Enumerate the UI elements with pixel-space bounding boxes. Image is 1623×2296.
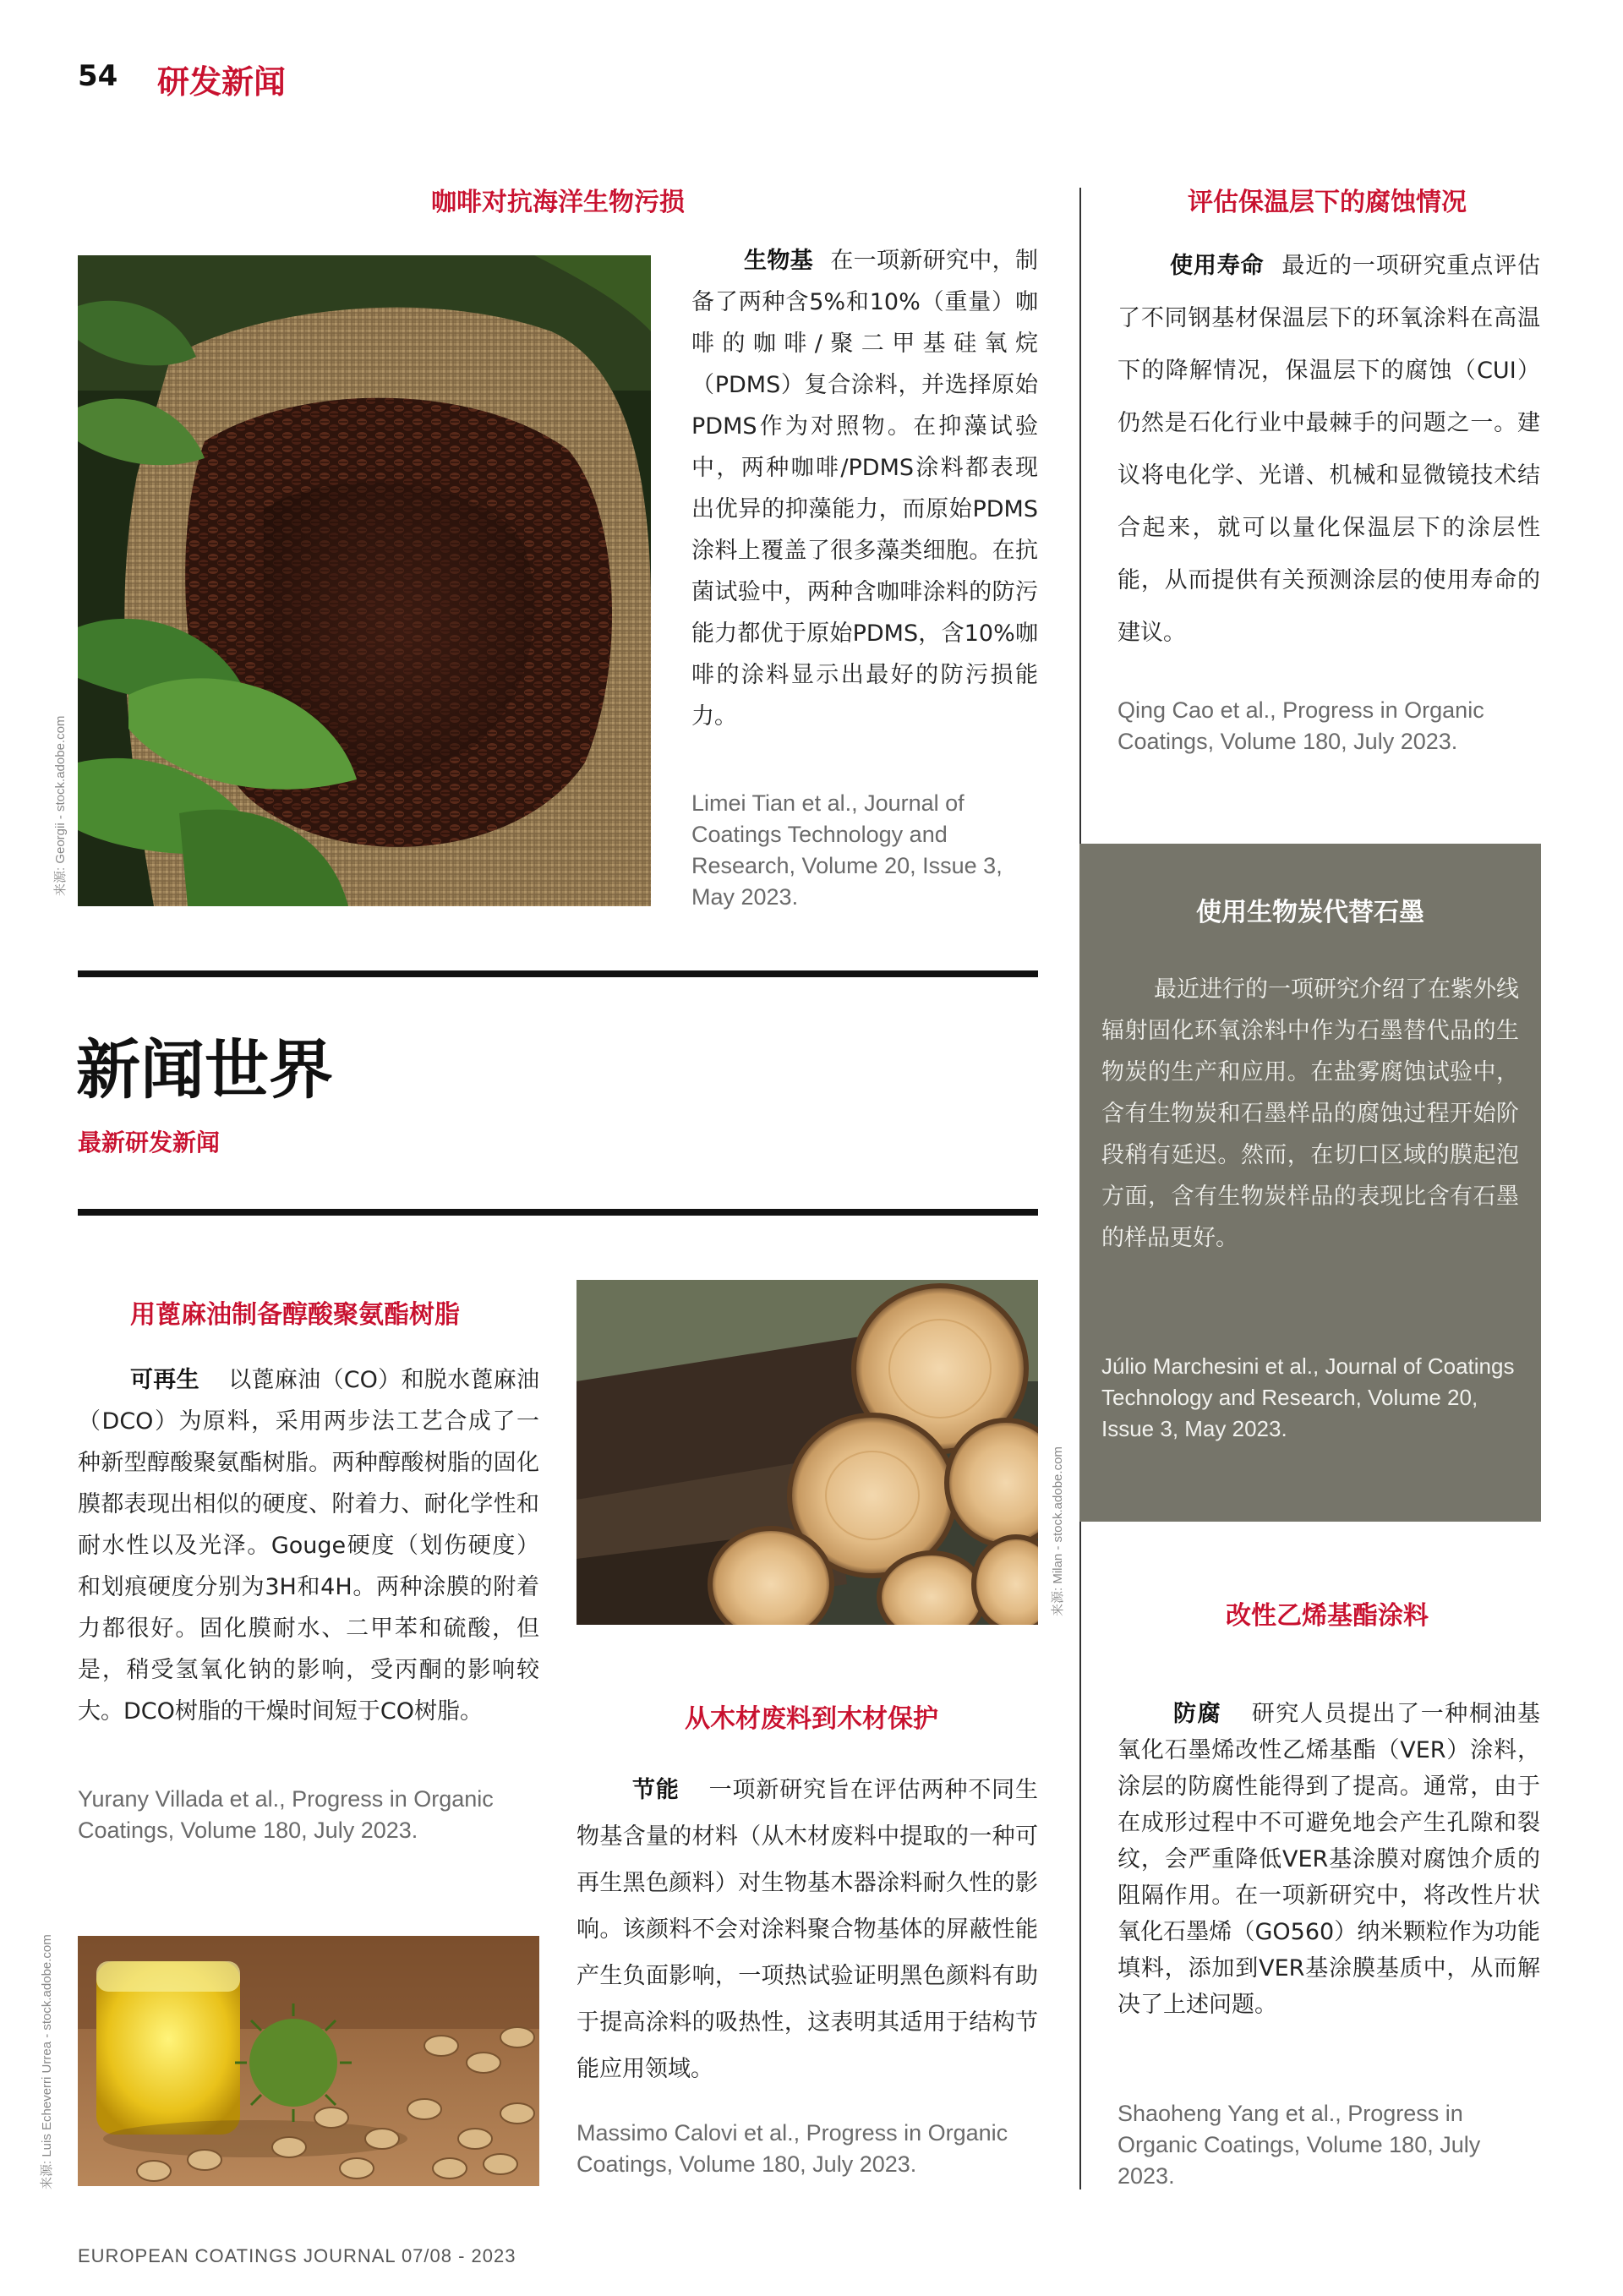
vinyl-article-title: 改性乙烯基酯涂料: [1226, 1601, 1429, 1631]
wood-body-text: 一项新研究旨在评估两种不同生物基含量的材料（从木材废料中提取的一种可再生黑色颜料）对生物基木器涂料耐久性的影响。该颜料不会对涂料聚合物基体的屏蔽性能产生负面影响，一项热试验证明黑色颜料有助于提高涂料的吸热性，这表明其适用于结构节能应用领域。: [577, 1777, 1038, 2082]
top-rule: [78, 970, 1038, 977]
wood-article-body: [577, 1767, 1038, 2092]
castor-article-title: 用蓖麻油制备醇酸聚氨酯树脂: [130, 1300, 460, 1330]
biochar-article-body: [1101, 969, 1519, 1259]
castor-oil-image: [78, 1936, 539, 2186]
wood-logs-photo: [577, 1280, 1038, 1625]
biochar-sidebar-box: [1079, 844, 1541, 1522]
journal-footer: EUROPEAN COATINGS JOURNAL 07/08 - 2023: [78, 2245, 516, 2266]
coffee-sack-photo: [78, 255, 651, 906]
cui-article-title: 评估保温层下的腐蚀情况: [1188, 188, 1467, 217]
page-number: 54: [78, 59, 118, 93]
castor-body-text: 以蓖麻油（CO）和脱水蓖麻油（DCO）为原料，采用两步法工艺合成了一种新型醇酸聚氨酯树脂。两种醇酸树脂的固化膜都表现出相似的硬度、附着力、耐化学性和耐水性以及光泽。Gouge硬度（划伤硬度）和划痕硬度分别为3H和4H。两种涂膜的附着力都很好。固化膜耐水、二甲苯和硫酸，但是，稍受氢氧化钠的影响，受丙酮的影响较大。DCO树脂的干燥时间短于CO树脂。: [78, 1367, 539, 1725]
wood-photo-credit: 来源: Milan - stock.adobe.com: [1051, 1446, 1065, 1616]
coffee-sack-image: [78, 255, 651, 906]
cui-article-body: [1118, 240, 1540, 659]
castor-oil-photo: [78, 1936, 539, 2186]
news-world-title: 新闻世界: [76, 1032, 333, 1107]
cui-body-text: 最近的一项研究重点评估了不同钢基材保温层下的环氧涂料在高温下的降解情况，保温层下的腐蚀（CUI）仍然是石化行业中最棘手的问题之一。建议将电化学、光谱、机械和显微镜技术结合起来，就可以量化保温层下的涂层性能，从而提供有关预测涂层的使用寿命的建议。: [1118, 253, 1541, 646]
cui-citation: Qing Cao et al., Progress in Organic Coatings, Volume 180, July 2023.: [1118, 697, 1484, 754]
coffee-photo-credit: 来源: Georgii - stock.adobe.com: [53, 715, 68, 896]
bottom-rule: [78, 1209, 1038, 1216]
castor-lead: 可再生: [130, 1367, 199, 1393]
castor-photo-credit: 来源: Luis Echeverri Urrea - stock.adobe.com: [40, 1934, 54, 2189]
coffee-lead: 生物基: [744, 248, 813, 274]
wood-logs-image: [577, 1280, 1038, 1625]
vinyl-citation: Shaoheng Yang et al., Progress in Organic Coatings, Volume 180, July 2023.: [1118, 2101, 1481, 2189]
coffee-body-text: 在一项新研究中，制备了两种含5%和10%（重量）咖啡的咖啡/聚二甲基硅氧烷（PDMS）复合涂料，并选择原始PDMS作为对照物。在抑藻试验中，两种咖啡/PDMS涂料都表现出优异的抑藻能力，而原始PDMS涂料上覆盖了很多藻类细胞。在抗菌试验中，两种含咖啡涂料的防污能力都优于原始PDMS，含10%咖啡的涂料显示出最好的防污损能力。: [691, 248, 1038, 730]
vinyl-article-body: [1118, 1696, 1540, 2023]
vinyl-body-text: 研究人员提出了一种桐油基氧化石墨烯改性乙烯基酯（VER）涂料，涂层的防腐性能得到了提高。通常，由于在成形过程中不可避免地会产生孔隙和裂纹，会严重降低VER基涂膜对腐蚀介质的阻隔作用。在一项新研究中，将改性片状氧化石墨烯（GO560）纳米颗粒作为功能填料，添加到VER基涂膜基质中，从而解决了上述问题。: [1118, 1701, 1541, 2018]
section-title: 研发新闻: [157, 63, 287, 101]
wood-citation: Massimo Calovi et al., Progress in Organic Coatings, Volume 180, July 2023.: [577, 2120, 1008, 2177]
news-world-subtitle: 最新研发新闻: [78, 1129, 221, 1156]
coffee-article-title: 咖啡对抗海洋生物污损: [431, 188, 685, 217]
wood-lead: 节能: [632, 1777, 680, 1803]
coffee-citation: Limei Tian et al., Journal of Coatings Technology and Research, Volume 20, Issue 3, May 2023.: [691, 790, 1003, 910]
wood-article-title: 从木材废料到木材保护: [685, 1704, 938, 1734]
biochar-citation: Júlio Marchesini et al., Journal of Coatings Technology and Research, Volume 20, Issue 3, May 2023.: [1101, 1353, 1515, 1441]
coffee-article-body: [691, 240, 1038, 737]
castor-citation: Yurany Villada et al., Progress in Organic Coatings, Volume 180, July 2023.: [78, 1786, 494, 1843]
cui-lead: 使用寿命: [1170, 253, 1265, 279]
castor-article-body: [78, 1359, 539, 1732]
vinyl-lead: 防腐: [1173, 1701, 1222, 1727]
biochar-body-text: 最近进行的一项研究介绍了在紫外线辐射固化环氧涂料中作为石墨替代品的生物炭的生产和应用。在盐雾腐蚀试验中，含有生物炭和石墨样品的腐蚀过程开始阶段稍有延迟。然而，在切口区域的膜起泡方面，含有生物炭样品的表现比含有石墨的样品更好。: [1101, 976, 1519, 1251]
biochar-article-title: 使用生物炭代替石墨: [1196, 898, 1424, 927]
